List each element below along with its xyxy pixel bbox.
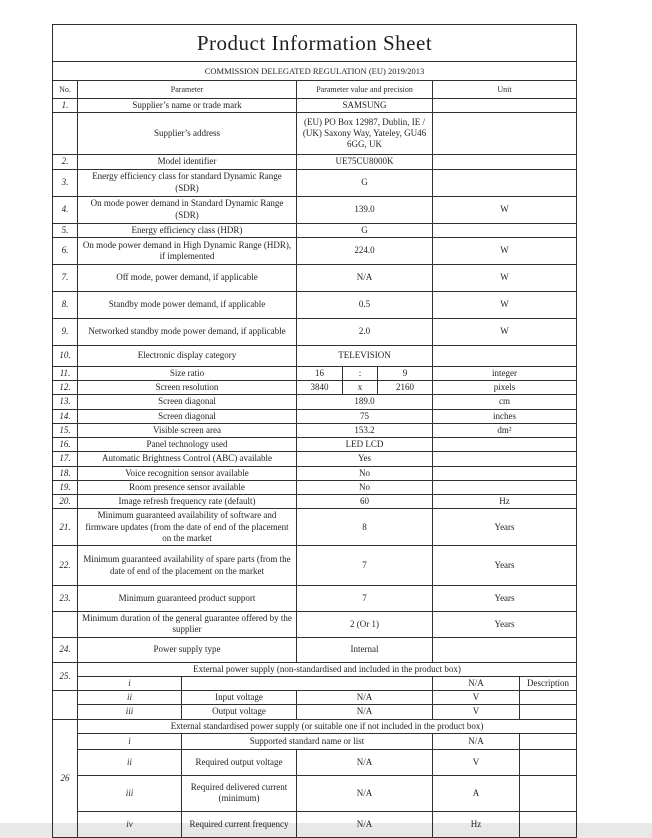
parameter-cell: Electronic display category — [78, 345, 297, 366]
unit-cell: Years — [433, 612, 577, 638]
roman-cell: i — [78, 676, 182, 690]
value-cell: 7 — [297, 586, 433, 612]
value-cell: 0.5 — [297, 291, 433, 318]
value-cell: No — [297, 480, 433, 494]
no-cell — [53, 612, 78, 638]
table-row — [53, 25, 577, 62]
table-row — [53, 62, 577, 81]
roman-cell: i — [78, 733, 182, 749]
table-row — [53, 676, 577, 690]
value-cell: 2 (Or 1) — [297, 612, 433, 638]
roman-cell: iv — [78, 811, 182, 837]
no-cell: 4. — [53, 196, 78, 223]
value-cell: 75 — [297, 409, 433, 423]
unit-cell — [433, 480, 577, 494]
table-row — [53, 775, 577, 811]
unit-cell — [433, 155, 577, 169]
no-cell: 6. — [53, 237, 78, 264]
no-cell: 5. — [53, 223, 78, 237]
table-row — [53, 291, 577, 318]
no-cell: 21. — [53, 509, 78, 546]
table-row — [53, 466, 577, 480]
no-cell: 1. — [53, 99, 78, 113]
unit-cell: A — [433, 775, 520, 811]
value-separator-cell: : — [343, 366, 378, 380]
table-row — [53, 546, 577, 586]
no-cell: 23. — [53, 586, 78, 612]
table-row — [53, 237, 577, 264]
value-cell: 60 — [297, 495, 433, 509]
value-cell: N/A — [297, 749, 433, 775]
parameter-cell: Off mode, power demand, if applicable — [78, 264, 297, 291]
parameter-cell: Minimum guaranteed availability of software and firmware updates (from the date of end of the placement on the market — [78, 509, 297, 546]
unit-cell: W — [433, 237, 577, 264]
no-cell: 13. — [53, 395, 78, 409]
roman-cell: ii — [78, 691, 182, 705]
roman-cell: iii — [78, 705, 182, 719]
label-cell: Required current frequency — [182, 811, 297, 837]
value-cell: 8 — [297, 509, 433, 546]
unit-cell: V — [433, 749, 520, 775]
table-row — [53, 733, 577, 749]
unit-cell — [433, 637, 577, 662]
unit-cell — [433, 466, 577, 480]
product-information-table — [52, 24, 577, 838]
unit-cell: Hz — [433, 495, 577, 509]
no-cell: 14. — [53, 409, 78, 423]
unit-cell: Hz — [433, 811, 520, 837]
table-row — [53, 99, 577, 113]
value-part-cell: 16 — [297, 366, 343, 380]
table-row — [53, 480, 577, 494]
parameter-cell: Minimum duration of the general guarantee offered by the supplier — [78, 612, 297, 638]
unit-cell: pixels — [433, 381, 577, 395]
no-cell — [53, 113, 78, 155]
unit-cell: V — [433, 705, 520, 719]
unit-cell — [433, 169, 577, 196]
parameter-cell: Energy efficiency class (HDR) — [78, 223, 297, 237]
unit-cell: dm² — [433, 423, 577, 437]
value-separator-cell: x — [343, 381, 378, 395]
section-title: External standardised power supply (or suitable one if not included in the product box) — [78, 719, 577, 733]
value-part-cell: 9 — [378, 366, 433, 380]
column-header-value: Parameter value and precision — [297, 81, 433, 99]
column-header-unit: Unit — [433, 81, 577, 99]
value-cell: TELEVISION — [297, 345, 433, 366]
desc-cell — [520, 733, 577, 749]
table-row — [53, 318, 577, 345]
parameter-cell: Supplier’s address — [78, 113, 297, 155]
table-row — [53, 196, 577, 223]
no-cell: 7. — [53, 264, 78, 291]
unit-cell: N/A — [433, 676, 520, 690]
label-cell: Output voltage — [182, 705, 297, 719]
table-row — [53, 223, 577, 237]
parameter-cell: Minimum guaranteed availability of spare parts (from the date of end of the placement on the market — [78, 546, 297, 586]
regulation-subtitle: COMMISSION DELEGATED REGULATION (EU) 2019/2013 — [53, 62, 577, 81]
unit-cell: integer — [433, 366, 577, 380]
table-row — [53, 586, 577, 612]
section-title: External power supply (non-standardised and included in the product box) — [78, 662, 577, 676]
no-cell: 15. — [53, 423, 78, 437]
value-cell: SAMSUNG — [297, 99, 433, 113]
no-cell: 2. — [53, 155, 78, 169]
unit-cell — [433, 113, 577, 155]
parameter-cell: On mode power demand in High Dynamic Range (HDR), if implemented — [78, 237, 297, 264]
value-cell: N/A — [297, 775, 433, 811]
unit-cell — [433, 99, 577, 113]
value-part-cell: 3840 — [297, 381, 343, 395]
unit-cell: N/A — [433, 733, 520, 749]
table-row — [53, 113, 577, 155]
unit-cell: W — [433, 264, 577, 291]
parameter-cell: On mode power demand in Standard Dynamic Range (SDR) — [78, 196, 297, 223]
label-cell: Required delivered current (minimum) — [182, 775, 297, 811]
no-cell: 18. — [53, 466, 78, 480]
table-row — [53, 366, 577, 380]
no-cell: 24. — [53, 637, 78, 662]
no-cell: 25. — [53, 662, 78, 691]
no-cell: 10. — [53, 345, 78, 366]
desc-cell — [520, 705, 577, 719]
parameter-cell: Supplier’s name or trade mark — [78, 99, 297, 113]
table-row — [53, 705, 577, 719]
table-row — [53, 345, 577, 366]
value-part-cell: 2160 — [378, 381, 433, 395]
table-row — [53, 423, 577, 437]
parameter-cell: Screen diagonal — [78, 409, 297, 423]
table-row — [53, 155, 577, 169]
value-cell: Internal — [297, 637, 433, 662]
table-row — [53, 612, 577, 638]
section-row-25 — [53, 662, 577, 676]
value-cell: UE75CU8000K — [297, 155, 433, 169]
unit-cell — [433, 452, 577, 466]
unit-cell: Years — [433, 546, 577, 586]
table-row — [53, 381, 577, 395]
value-cell: Yes — [297, 452, 433, 466]
unit-cell — [433, 223, 577, 237]
no-cell: 22. — [53, 546, 78, 586]
table-row — [53, 452, 577, 466]
unit-cell — [433, 438, 577, 452]
no-cell: 20. — [53, 495, 78, 509]
section-row-26 — [53, 719, 577, 733]
label-cell: Supported standard name or list — [182, 733, 433, 749]
table-row — [53, 169, 577, 196]
value-cell: N/A — [297, 264, 433, 291]
value-cell: No — [297, 466, 433, 480]
value-cell: G — [297, 169, 433, 196]
table-row — [53, 637, 577, 662]
desc-cell: Description — [520, 676, 577, 690]
value-cell: N/A — [297, 811, 433, 837]
no-cell: 12. — [53, 381, 78, 395]
desc-cell — [520, 691, 577, 705]
value-cell: 139.0 — [297, 196, 433, 223]
label-cell: Input voltage — [182, 691, 297, 705]
no-cell: 9. — [53, 318, 78, 345]
value-cell: LED LCD — [297, 438, 433, 452]
unit-cell: W — [433, 318, 577, 345]
unit-cell: cm — [433, 395, 577, 409]
no-cell: 19. — [53, 480, 78, 494]
parameter-cell: Image refresh frequency rate (default) — [78, 495, 297, 509]
table-row — [53, 438, 577, 452]
table-row — [53, 409, 577, 423]
table-row — [53, 395, 577, 409]
parameter-cell: Standby mode power demand, if applicable — [78, 291, 297, 318]
table-row — [53, 811, 577, 837]
parameter-cell: Networked standby mode power demand, if applicable — [78, 318, 297, 345]
table-row — [53, 509, 577, 546]
table-row — [53, 495, 577, 509]
parameter-cell: Voice recognition sensor available — [78, 466, 297, 480]
table-row — [53, 691, 577, 705]
unit-cell: Years — [433, 586, 577, 612]
column-header-no: No. — [53, 81, 78, 99]
parameter-cell: Minimum guaranteed product support — [78, 586, 297, 612]
parameter-cell: Automatic Brightness Control (ABC) available — [78, 452, 297, 466]
desc-cell — [520, 749, 577, 775]
desc-cell — [520, 811, 577, 837]
parameter-cell: Size ratio — [78, 366, 297, 380]
value-cell: 189.0 — [297, 395, 433, 409]
unit-cell: Years — [433, 509, 577, 546]
no-cell — [53, 691, 78, 720]
parameter-cell: Power supply type — [78, 637, 297, 662]
unit-cell — [433, 345, 577, 366]
parameter-cell: Screen diagonal — [78, 395, 297, 409]
parameter-cell: Model identifier — [78, 155, 297, 169]
no-cell: 16. — [53, 438, 78, 452]
unit-cell: V — [433, 691, 520, 705]
no-cell: 11. — [53, 366, 78, 380]
unit-cell: W — [433, 196, 577, 223]
parameter-cell: Energy efficiency class for standard Dynamic Range (SDR) — [78, 169, 297, 196]
value-cell: 224.0 — [297, 237, 433, 264]
label-cell: Required output voltage — [182, 749, 297, 775]
parameter-cell: Room presence sensor available — [78, 480, 297, 494]
no-cell: 17. — [53, 452, 78, 466]
no-cell: 3. — [53, 169, 78, 196]
value-cell: 7 — [297, 546, 433, 586]
parameter-cell: Visible screen area — [78, 423, 297, 437]
parameter-cell: Panel technology used — [78, 438, 297, 452]
value-cell: 2.0 — [297, 318, 433, 345]
value-cell: (EU) PO Box 12987, Dublin, IE / (UK) Saxony Way, Yateley, GU46 6GG, UK — [297, 113, 433, 155]
column-header-parameter: Parameter — [78, 81, 297, 99]
table-row — [53, 749, 577, 775]
no-cell: 8. — [53, 291, 78, 318]
value-cell: G — [297, 223, 433, 237]
page-title: Product Information Sheet — [53, 25, 577, 62]
roman-cell: iii — [78, 775, 182, 811]
unit-cell: inches — [433, 409, 577, 423]
value-cell: 153.2 — [297, 423, 433, 437]
table-row — [53, 264, 577, 291]
roman-cell: ii — [78, 749, 182, 775]
no-cell: 26 — [53, 719, 78, 837]
table-header-row — [53, 81, 577, 99]
value-cell: N/A — [297, 691, 433, 705]
desc-cell — [520, 775, 577, 811]
value-cell: N/A — [297, 705, 433, 719]
parameter-cell: Screen resolution — [78, 381, 297, 395]
label-cell — [182, 676, 433, 690]
unit-cell: W — [433, 291, 577, 318]
